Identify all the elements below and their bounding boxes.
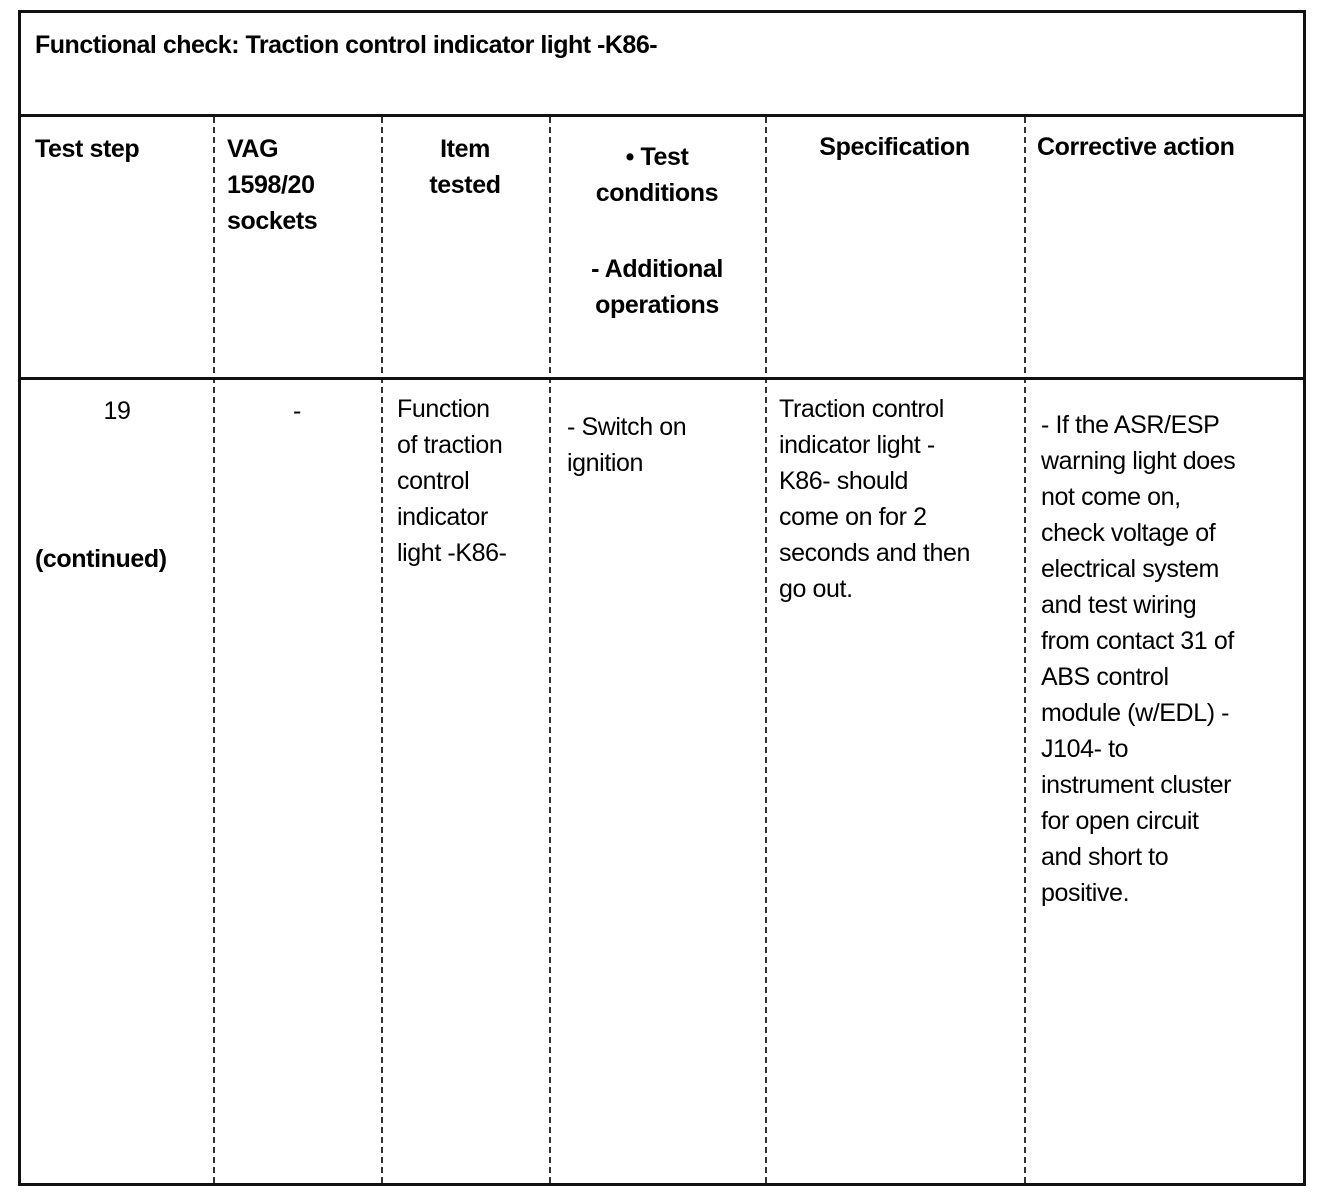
header-corrective-action: Corrective action bbox=[1037, 133, 1235, 161]
header-test-conditions-group bbox=[549, 139, 765, 211]
specification-value: Traction control indicator light - K86- should come on for 2 seconds and then go out. bbox=[779, 395, 970, 603]
vag-sockets-value: - bbox=[293, 397, 301, 425]
corrective-action-value: - If the ASR/ESP warning light does not come on, check voltage of electrical system and test wiring from contact 31 of ABS control module (w/EDL) - J104- to instrument cluster for open circuit and short to positive. bbox=[1041, 411, 1236, 907]
header-specification: Specification bbox=[819, 133, 970, 161]
item-tested-value: Function of traction control indicator light -K86- bbox=[397, 395, 507, 567]
header-additional-operations: - Additional operations bbox=[591, 255, 723, 319]
table-title-row bbox=[21, 13, 1303, 117]
header-vag-sockets: VAG 1598/20 sockets bbox=[227, 135, 318, 235]
header-item-tested: Item tested bbox=[429, 135, 501, 199]
test-step-note: (continued) bbox=[35, 545, 167, 573]
bullet-icon: • bbox=[625, 143, 634, 171]
column-divider bbox=[765, 117, 767, 1183]
test-conditions-value: - Switch on ignition bbox=[567, 413, 687, 477]
column-divider bbox=[1024, 117, 1026, 1183]
table-title: Functional check: Traction control indicator light -K86- bbox=[35, 31, 658, 59]
header-test-conditions: Test conditions bbox=[595, 143, 719, 207]
functional-check-table bbox=[18, 10, 1306, 1186]
column-divider bbox=[381, 117, 383, 1183]
header-test-step: Test step bbox=[35, 135, 140, 163]
header-divider bbox=[21, 377, 1303, 380]
test-step-number: 19 bbox=[103, 397, 131, 425]
column-divider bbox=[213, 117, 215, 1183]
